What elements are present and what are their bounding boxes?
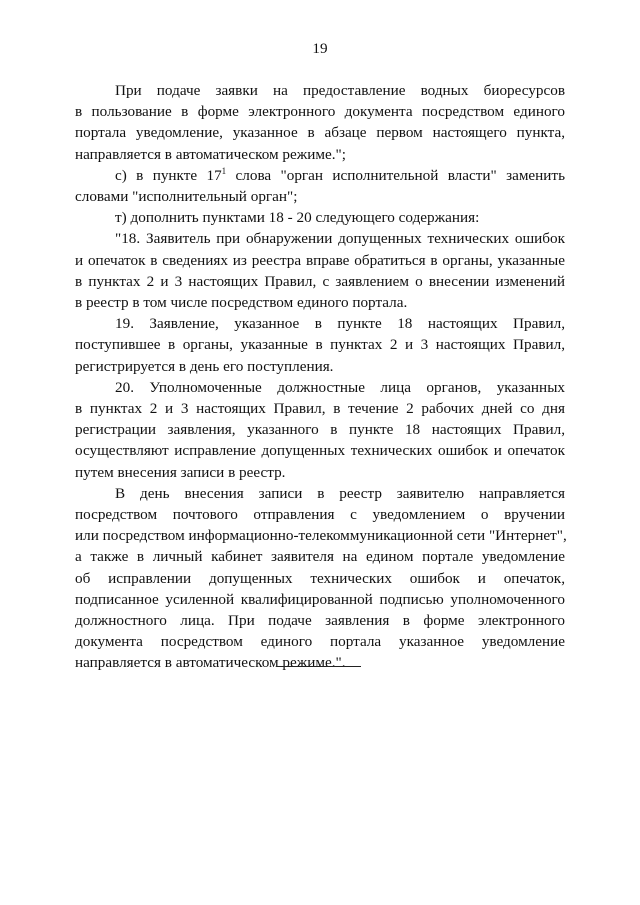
- text-line: регистрируется в день его поступления.: [75, 357, 334, 375]
- text-line: поступившее в органы, указанные в пунктах 2 и 3 настоящих Правил,: [75, 336, 565, 354]
- text-line: направляется в автоматическом режиме.";: [75, 145, 346, 163]
- text-line: и опечаток в сведениях из реестра вправе обратиться в органы, указанные: [75, 251, 565, 269]
- text-line: в пользование в форме электронного документа посредством единого: [75, 103, 565, 121]
- text-line: документа посредством единого портала указанное уведомление: [75, 633, 565, 651]
- paragraph-notification: [75, 483, 565, 674]
- paragraph-item-c: [75, 165, 565, 207]
- text-line: т) дополнить пунктами 18 - 20 следующего содержания:: [115, 209, 480, 227]
- text-line: [75, 165, 565, 186]
- text-line: осуществляют исправление допущенных технических ошибок и опечаток: [75, 442, 565, 460]
- text-line: а также в личный кабинет заявителя на едином портале уведомление: [75, 548, 565, 566]
- text-line: в пунктах 2 и 3 настоящих Правил, в течение 2 рабочих дней со дня: [75, 400, 565, 418]
- text-line: регистрации заявления, указанного в пункте 18 настоящих Правил,: [75, 421, 565, 439]
- text-line: 20. Уполномоченные должностные лица органов, указанных: [115, 378, 565, 396]
- document-body: [75, 80, 565, 674]
- text-line: При подаче заявки на предоставление водных биоресурсов: [115, 82, 565, 99]
- text-fragment: с) в пункте 17: [115, 166, 222, 184]
- end-of-text-rule: [277, 666, 361, 667]
- text-fragment: слова "орган исполнительной власти" заменить: [235, 166, 565, 184]
- text-line: должностного лица. При подаче заявления в форме электронного: [75, 612, 565, 630]
- paragraph-point-20: [75, 377, 565, 483]
- superscript: 1: [221, 165, 227, 176]
- text-line: или посредством информационно-телекоммуникационной сети "Интернет",: [75, 527, 567, 545]
- text-line: "18. Заявитель при обнаружении допущенных технических ошибок: [115, 230, 565, 248]
- text-line: 19. Заявление, указанное в пункте 18 настоящих Правил,: [115, 315, 565, 333]
- text-line: словами "исполнительный орган";: [75, 188, 298, 206]
- paragraph-point-19: [75, 313, 565, 377]
- text-line: подписанное усиленной квалифицированной подписью уполномоченного: [75, 590, 565, 608]
- paragraph-notice-portal: [75, 80, 565, 165]
- text-line: направляется в автоматическом режиме.".: [75, 654, 346, 672]
- text-line: путем внесения записи в реестр.: [75, 463, 286, 481]
- page-number: 19: [312, 40, 328, 57]
- text-line: портала уведомление, указанное в абзаце первом настоящего пункта,: [75, 124, 565, 142]
- paragraph-item-t: [75, 207, 565, 228]
- text-line: об исправлении допущенных технических ошибок и опечаток,: [75, 569, 565, 587]
- text-line: в реестр в том числе посредством единого портала.: [75, 294, 408, 312]
- text-line: посредством почтового отправления с уведомлением о вручении: [75, 506, 565, 524]
- text-line: в пунктах 2 и 3 настоящих Правил, с заявлением о внесении изменений: [75, 272, 565, 290]
- paragraph-point-18: [75, 228, 565, 313]
- text-line: В день внесения записи в реестр заявителю направляется: [115, 484, 565, 502]
